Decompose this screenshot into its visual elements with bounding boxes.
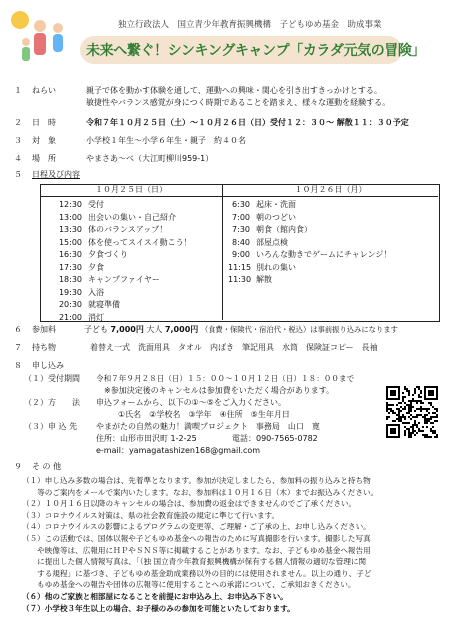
item-label: 日 時	[32, 118, 56, 127]
note-line: 等のご案内をメールで案内いたします。なお、参加料は１０月１６日（木）までお振込みください。	[22, 487, 379, 497]
note-line: （３）コロナウイルス対策は、県の社会教育施設の規定に準じて行います。	[22, 510, 280, 520]
schedule-row	[228, 250, 391, 263]
note-line: （４）コロナウイルスの影響によるプログラムの変更等、ご理解・ご了承の上、お申し込みください。	[22, 522, 371, 532]
item-label: そ の 他	[32, 462, 62, 471]
item-label: 対 象	[32, 136, 56, 145]
schedule-event: 体のバランスアップ！	[88, 225, 168, 234]
fee-note: （食費・保険代・宿泊代・税込）は事前振り込みになります	[200, 325, 398, 334]
qr-code-icon[interactable]	[386, 386, 438, 438]
contact-name: やまがたの自然の魅力！満喫プロジェクト 事務局 山口 寛	[96, 422, 320, 431]
item-label: ねらい	[32, 86, 56, 95]
schedule-event: 就寝準備	[88, 300, 120, 309]
schedule-time: 7:30	[232, 225, 250, 234]
schedule-row	[58, 300, 192, 313]
schedule-event: 朝のつどい	[256, 212, 296, 222]
belongings: 着替え一式 洗面用具 タオル 内ばき 筆記用具 水筒 保険証コピー 長袖	[90, 343, 378, 352]
item-number: ３	[14, 136, 22, 145]
schedule-time: 15:00	[58, 237, 82, 247]
schedule-event: 解散	[256, 275, 272, 284]
schedule-event: 起床・洗面	[256, 200, 296, 209]
note-item	[22, 591, 446, 603]
note-item	[22, 603, 446, 615]
family-illustration-icon	[8, 8, 74, 68]
schedule-time: 11:30	[228, 275, 252, 284]
item-number: ９	[14, 462, 22, 471]
period-text: 令和７年９月２８日（日）１５：００〜１０月１２日（日）１８：００まで	[96, 374, 355, 383]
location: やまさあ〜べ（大江町柳川959-1）	[86, 154, 214, 163]
note-item	[22, 533, 446, 591]
schedule-row	[228, 213, 391, 226]
schedule-row	[58, 263, 192, 276]
schedule-time: 16:30	[58, 250, 82, 259]
note-item	[22, 510, 446, 522]
contact-phone: 電話：090-7565-0782	[232, 434, 318, 443]
note-item	[22, 498, 446, 510]
item-label: 場 所	[32, 154, 56, 163]
schedule-event: キャンプファイヤー	[88, 275, 160, 284]
schedule-event: 夕食	[88, 262, 104, 272]
schedule-time: 13:30	[58, 225, 82, 234]
notes-list	[22, 475, 446, 614]
note-item	[22, 475, 446, 498]
schedule-event: いろんな動きでゲームにチャレンジ！	[256, 250, 392, 259]
item-number: ６	[14, 325, 22, 334]
schedule-row	[58, 275, 192, 288]
schedule-row	[228, 200, 391, 213]
schedule-row	[58, 225, 192, 238]
contact-label: （３）申 込 先	[24, 422, 78, 431]
day1-list	[58, 200, 192, 325]
note-line: や映像等は、広報用にＨＰやＳＮＳ等に掲載することがあります。なお、子どもゆめ基金へ報告用	[22, 545, 371, 555]
method-label: （２）方 法	[24, 398, 80, 407]
schedule-event: 消灯	[88, 312, 104, 322]
schedule-row	[58, 238, 192, 251]
fee-child-label: 子ども	[84, 325, 108, 334]
schedule-row	[228, 275, 391, 288]
day2-list	[228, 200, 391, 288]
schedule-event: 入浴	[88, 287, 104, 297]
note-line: （２）１０月１６日以降のキャンセルの場合は、参加費の返金はできませんのでご了承ください。	[22, 499, 357, 509]
item-number: ８	[14, 361, 22, 370]
method-fields: ①氏名 ②学校名 ③学年 ④住所 ⑤生年月日	[118, 410, 290, 419]
schedule-event: 受付	[88, 200, 104, 209]
item-number: ４	[14, 154, 22, 163]
fee-adult-label: 大人	[146, 325, 163, 334]
schedule-row	[228, 225, 391, 238]
method-text: 申込フォームから、以下の①〜⑤をご入力ください。	[96, 398, 286, 407]
schedule-time: 9:00	[232, 250, 250, 259]
schedule-row	[58, 200, 192, 213]
schedule-time: 17:30	[58, 262, 82, 272]
aim-line-2: 敏捷性やバランス感覚が身につく時期であることを踏まえ、様々な運動を経験する。	[86, 98, 391, 107]
target: 小学校１年生〜小学６年生・親子 約４０名	[86, 136, 246, 145]
item-label: 申し込み	[32, 361, 64, 370]
organizer-line: 独立行政法人 国立青少年教育振興機構 子どもゆめ基金 助成事業	[118, 20, 382, 30]
item-number: １	[14, 86, 22, 95]
schedule-time: 7:00	[232, 212, 250, 222]
note-line: （７）小学校３年生以上の場合、お子様のみの参加を可能といたしております。	[22, 603, 295, 613]
note-line: に提出した個人情報写真は、「（独 国立青少年教育振興機構が保有する個人情報の適切な管理に関	[22, 557, 367, 567]
schedule-event: 体を使ってスイスイ動こう！	[88, 237, 192, 247]
schedule-time: 8:40	[232, 237, 250, 247]
note-line: （１）申し込み多数の場合は、先着準となります。参加が決定しましたら、参加料の振り込みと持ち物	[22, 476, 371, 485]
schedule-row	[58, 288, 192, 301]
schedule-event: 朝食（館内食）	[256, 225, 312, 234]
schedule-event: 部屋点検	[256, 237, 288, 247]
schedule-row	[58, 313, 192, 326]
schedule-row	[58, 250, 192, 263]
schedule-event: 別れの集い	[256, 262, 296, 272]
item-number: ７	[14, 343, 22, 352]
schedule-time: 19:30	[58, 287, 82, 297]
note-line: もゆめ基金への報告や団体の広報等に使用することへの承諾について、ご承知おきください。	[22, 580, 356, 590]
schedule-time: 13:00	[58, 212, 82, 222]
fee-line	[84, 325, 398, 335]
schedule-time: 21:00	[58, 312, 82, 322]
schedule-time: 20:30	[58, 300, 82, 309]
aim-line-1: 親子で体を動かす体験を通して、運動への興味・関心を引き出すきっかけとする。	[86, 86, 382, 95]
item-number: ２	[14, 118, 22, 127]
period-note: ※参加決定後のキャンセルは参加費をいただく場合があります。	[104, 386, 335, 395]
schedule-time: 11:15	[228, 262, 252, 272]
schedule-label: 日程及び内容	[32, 170, 80, 179]
schedule-event: 出会いの集い・自己紹介	[88, 212, 176, 222]
schedule-row	[228, 238, 391, 251]
note-line: （５）この活動では、国体以報や子どもゆめ基金への報告のために写真撮影を行います。撮影した写真	[22, 533, 371, 543]
fee-child-amount: 7,000円	[110, 325, 144, 334]
schedule-event: 夕食づくり	[88, 250, 128, 259]
schedule-row	[228, 263, 391, 276]
date-time: 令和７年１０月２５日（土）〜１０月２６日（日）受付１２：３０〜 解散１１：３０予定	[86, 118, 409, 127]
period-label: （１）受付期間	[24, 374, 80, 383]
schedule-time: 6:30	[232, 200, 250, 209]
note-line: （６）他のご家族と相部屋になることを前提にお申込み上、お申込み下さい。	[22, 591, 288, 601]
day2-heading: １０月２６日（月）	[223, 184, 438, 197]
day1-heading: １０月２５日（日）	[40, 184, 222, 197]
schedule-divider	[222, 184, 223, 320]
contact-email: e-mail：yamagatashizen168@gmail.com	[96, 446, 261, 455]
schedule-time: 12:30	[58, 200, 82, 209]
item-number: ５	[14, 170, 22, 179]
note-item	[22, 521, 446, 533]
event-title: 未来へ繋ぐ！シンキングキャンプ「カラダ元気の冒険」	[86, 43, 426, 59]
note-line: する規程」に基づき、子どもゆめ基金助成業務以外の目的には使用されません。以上の通り、子ど	[22, 568, 372, 578]
schedule-time: 18:30	[58, 275, 82, 284]
item-label: 持ち物	[32, 343, 56, 352]
fee-adult-amount: 7,000円	[164, 325, 199, 334]
contact-address: 住所：山形市田沢町 1-2-25	[96, 434, 197, 443]
item-label: 参加料	[32, 325, 56, 334]
schedule-row	[58, 213, 192, 226]
